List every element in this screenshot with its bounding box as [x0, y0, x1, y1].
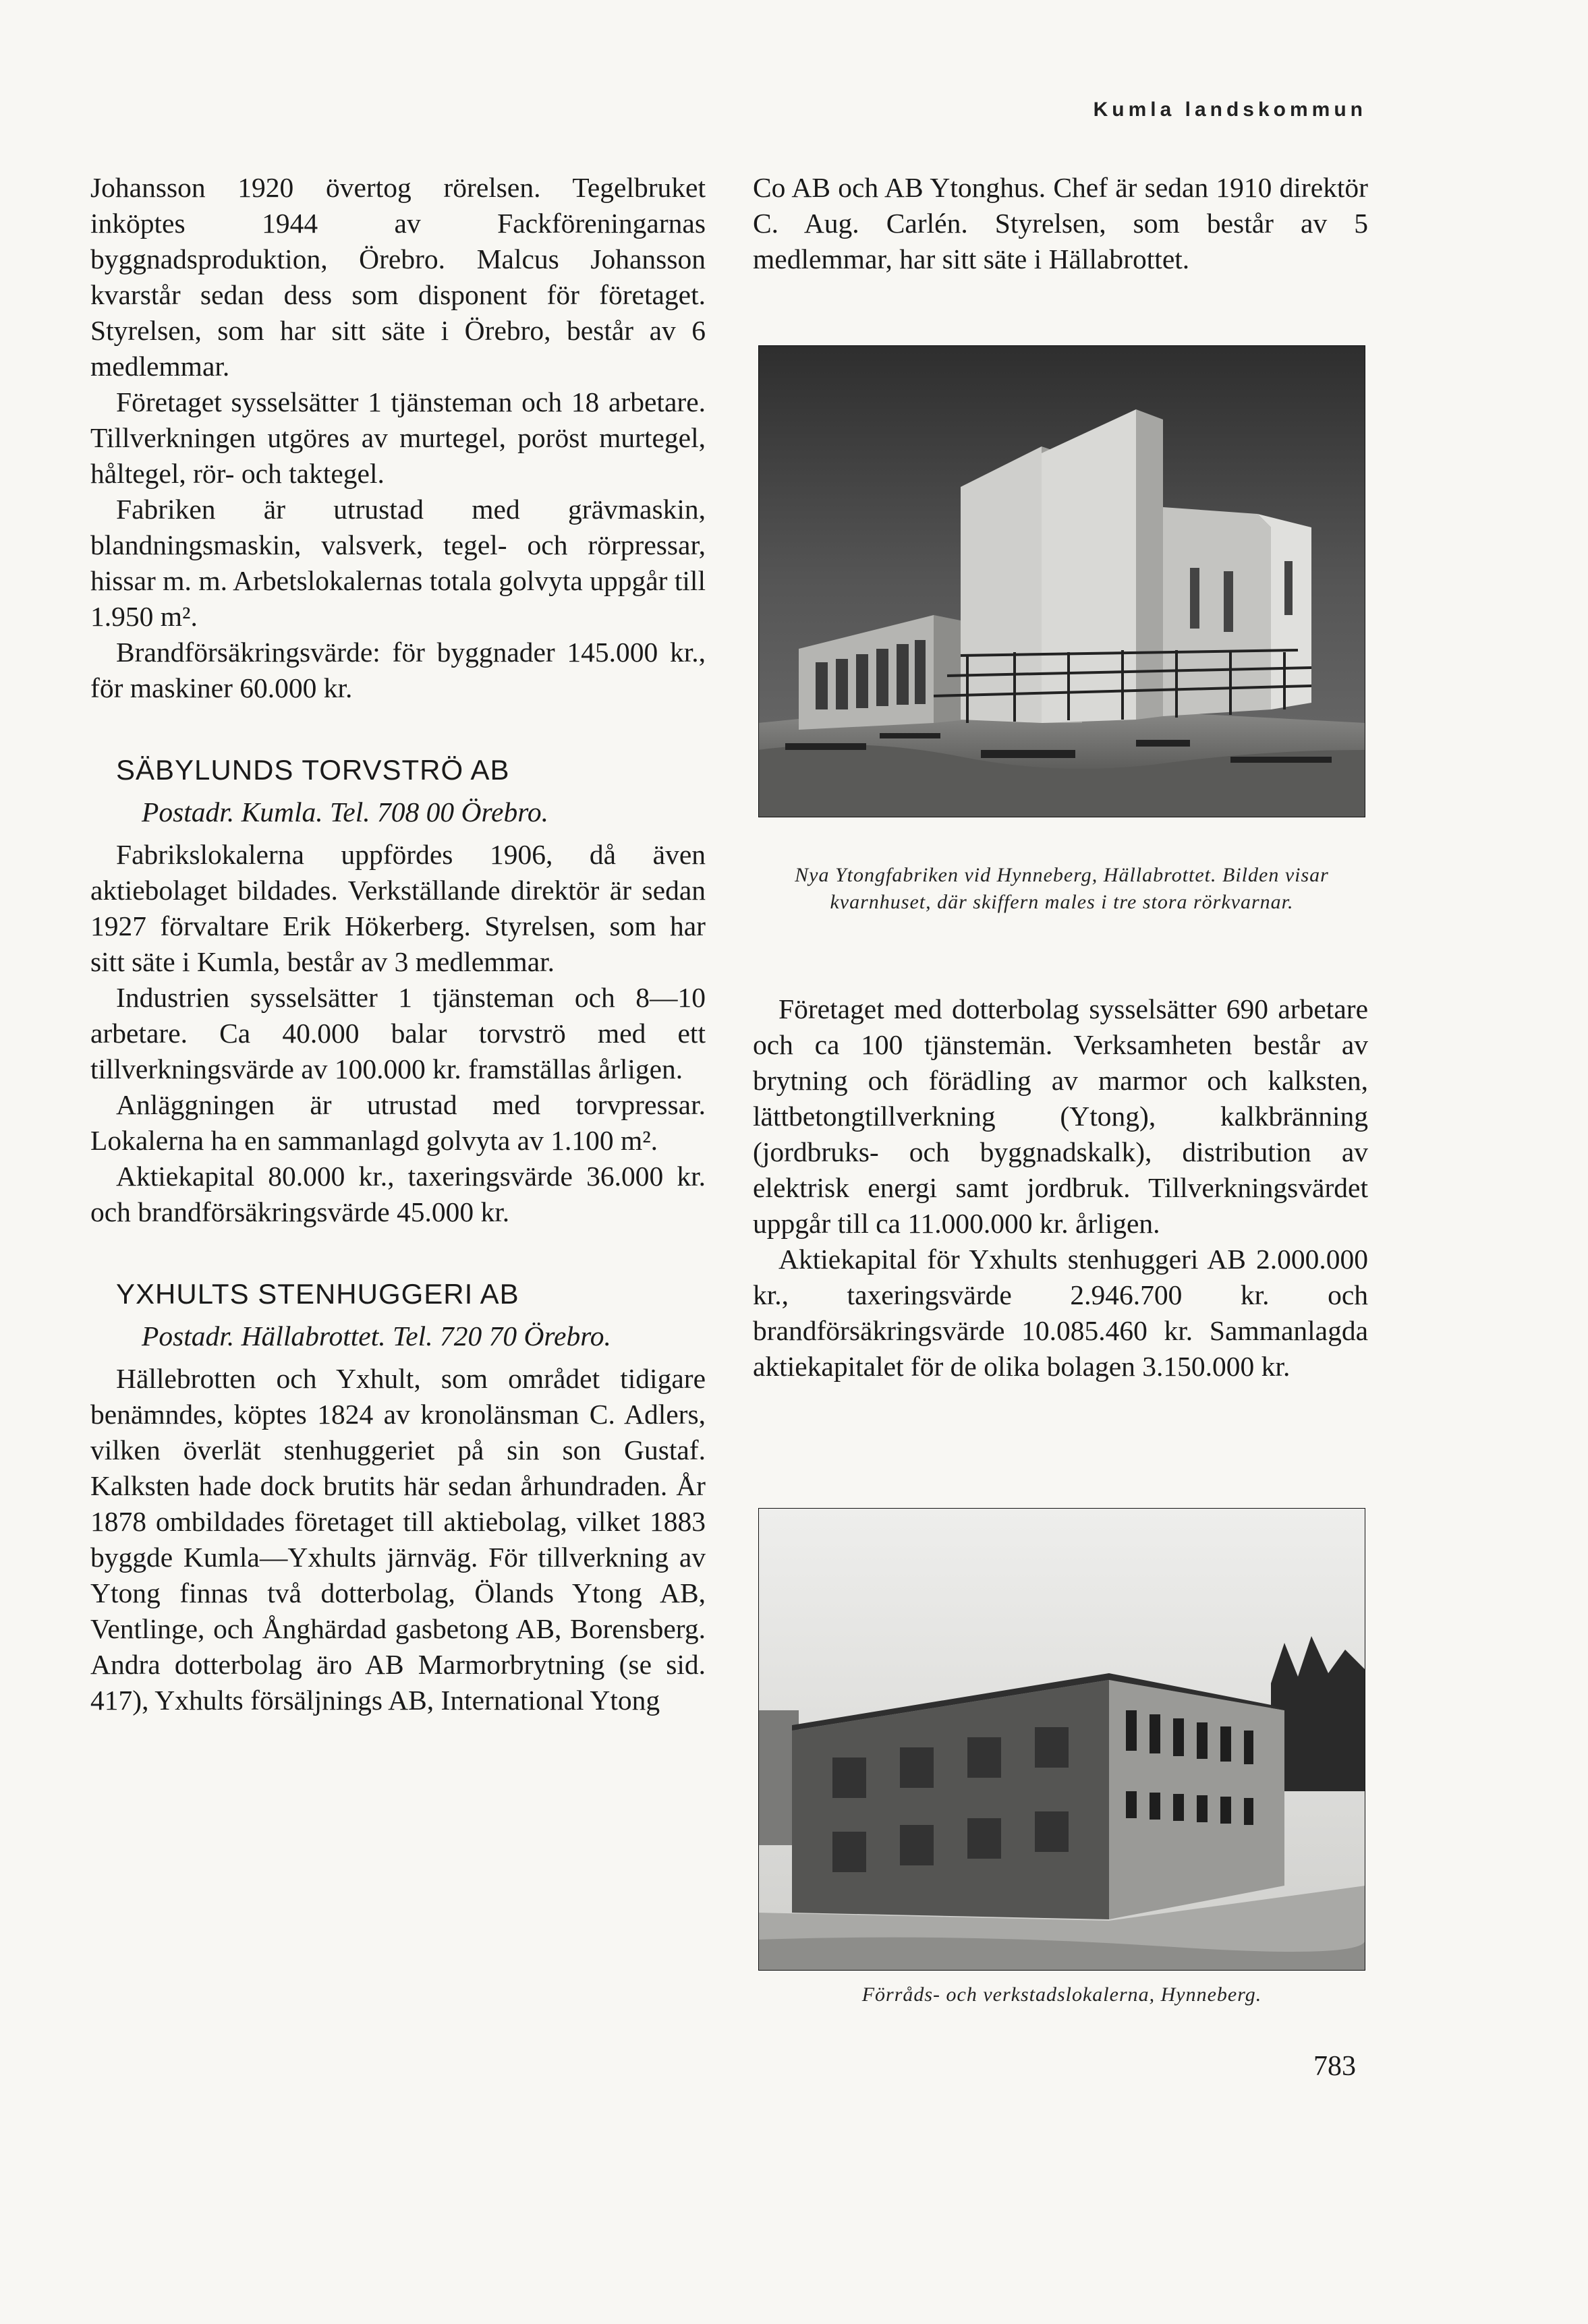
paragraph: Företaget sysselsätter 1 tjänsteman och 18 arbetare. Tillverkningen utgöres av murtegel, poröst murtegel, håltegel, rör- och taktegel.: [90, 386, 706, 489]
paragraph: Johansson 1920 övertog rörelsen. Tegelbruket inköptes 1944 av Fackföreningarnas byggnadsproduktion, Örebro. Malcus Johansson kvarstår sedan dess som disponent för företaget. Styrelsen, som har sitt säte i Örebro, består av 6 medlemmar.: [90, 172, 706, 382]
paragraph: Aktiekapital för Yxhults stenhuggeri AB 2.000.000 kr., taxeringsvärde 2.946.700 kr. och brandförsäkringsvärde 10.085.460 kr. Sammanlagda aktiekapitalet för de olika bolagen 3.150.000 kr.: [753, 1244, 1368, 1382]
paragraph: Anläggningen är utrustad med torvpressar. Lokalerna ha en sammanlagd golvyta av 1.100 m².: [90, 1089, 706, 1156]
company-heading-sabylunds: SÄBYLUNDS TORVSTRÖ AB: [116, 754, 510, 786]
workshop-photo-image: [758, 1508, 1365, 1971]
page-number: 783: [1313, 2051, 1356, 2082]
paragraph: Fabriken är utrustad med grävmaskin, blandningsmaskin, valsverk, tegel- och rörpressar, hissar m. m. Arbetslokalernas totala golvyta uppgår till 1.950 m².: [90, 494, 706, 632]
paragraph: Aktiekapital 80.000 kr., taxeringsvärde 36.000 kr. och brandförsäkringsvärde 45.000 kr.: [90, 1161, 706, 1227]
workshop-photo: [758, 1508, 1365, 1971]
photo-caption-factory: Nya Ytongfabriken vid Hynneberg, Hällabrottet. Bilden visar kvarnhuset, där skiffern males i tre stora rörkvarnar.: [795, 864, 1329, 913]
paragraph: Brandförsäkringsvärde: för byggnader 145.000 kr., för maskiner 60.000 kr.: [90, 637, 706, 703]
left-column: [90, 170, 706, 1718]
company-address-sabylunds: Postadr. Kumla. Tel. 708 00 Örebro.: [142, 796, 548, 827]
factory-photo-image: [758, 345, 1365, 817]
right-column-body: [753, 991, 1368, 1385]
company-address-yxhults: Postadr. Hällabrottet. Tel. 720 70 Örebro.: [142, 1320, 611, 1352]
factory-photo: [758, 345, 1365, 817]
paragraph: Företaget med dotterbolag sysselsätter 690 arbetare och ca 100 tjänstemän. Verksamheten består av brytning och förädling av marmor och kalksten, lättbetongtillverkning (Ytong), kalkbränning (jordbruks- och byggnadskalk), distribution av elektrisk energi samt jordbruk. Tillverkningsvärdet uppgår till ca 11.000.000 kr. årligen.: [753, 993, 1368, 1239]
paragraph: Co AB och AB Ytonghus. Chef är sedan 1910 direktör C. Aug. Carlén. Styrelsen, som består av 5 medlemmar, har sitt säte i Hällabrottet.: [753, 172, 1368, 274]
company-heading-yxhults: YXHULTS STENHUGGERI AB: [116, 1278, 519, 1310]
right-column: [753, 170, 1368, 277]
photo-caption-workshop: Förråds- och verkstadslokalerna, Hynneberg.: [861, 1983, 1262, 2006]
paragraph: Hällebrotten och Yxhult, som området tidigare benämndes, köptes 1824 av kronolänsman C. Adlers, vilken överlät stenhuggeriet på sin son Gustaf. Kalksten hade dock brutits här sedan århundraden. År 1878 ombildades företaget till aktiebolag, vilket 1883 byggde Kumla—Yxhults järnväg. För tillverkning av Ytong finnas två dotterbolag, Ölands Ytong AB, Ventlinge, och Ånghärdad gasbetong AB, Borensberg. Andra dotterbolag äro AB Marmorbrytning (se sid. 417), Yxhults försäljnings AB, International Ytong: [90, 1363, 706, 1716]
running-head: Kumla landskommun: [1093, 98, 1367, 121]
paragraph: Fabrikslokalerna uppfördes 1906, då även aktiebolaget bildades. Verkställande direktör är sedan 1927 förvaltare Erik Hökerberg. Styrelsen, som har sitt säte i Kumla, består av 3 medlemmar.: [90, 839, 706, 977]
paragraph: Industrien sysselsätter 1 tjänsteman och 8—10 arbetare. Ca 40.000 balar torvströ med ett tillverkningsvärde av 100.000 kr. framställas årligen.: [90, 982, 706, 1084]
